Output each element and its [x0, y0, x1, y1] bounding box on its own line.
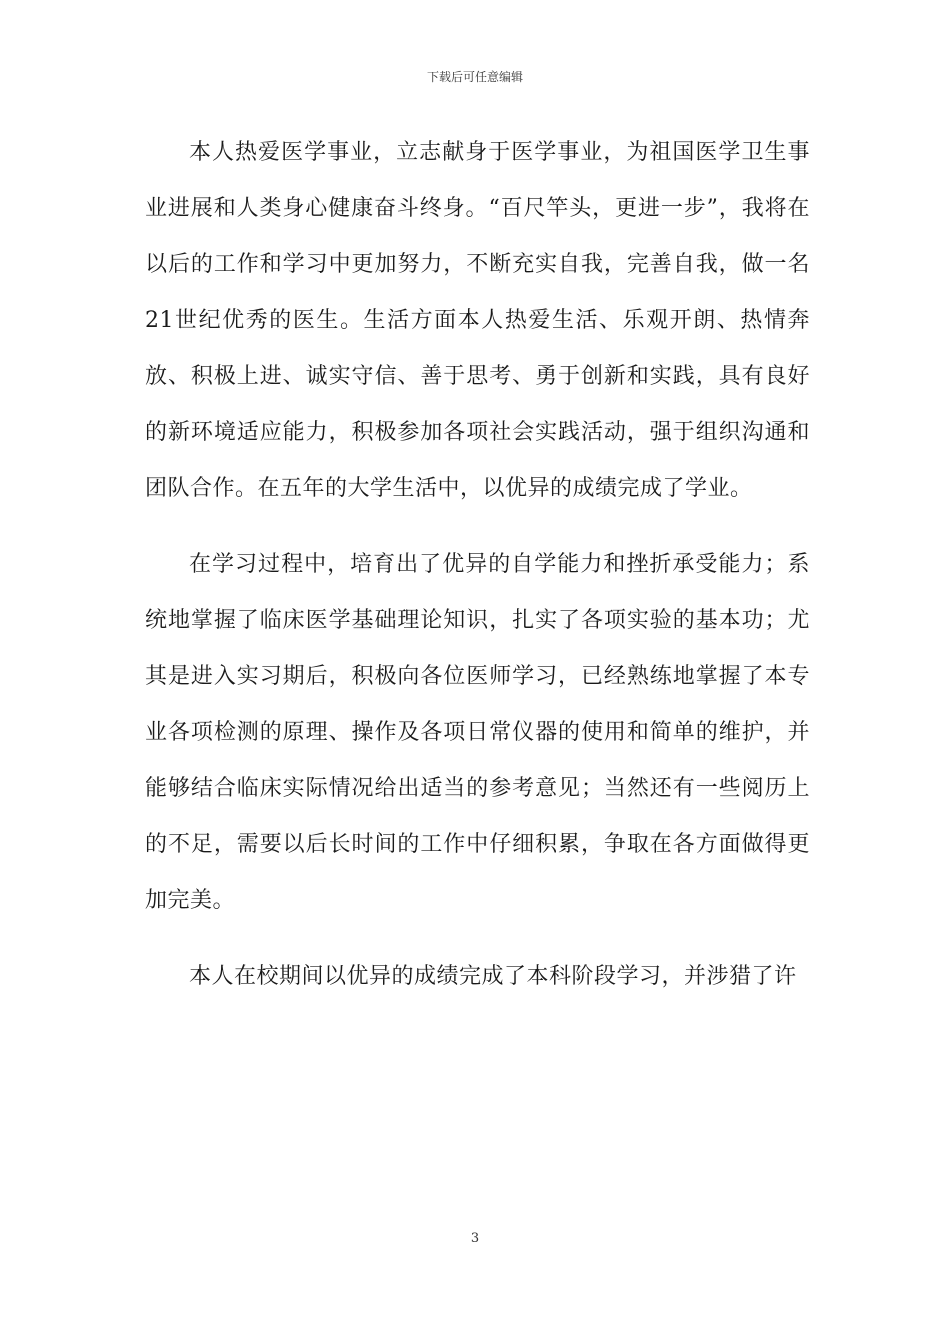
paragraph-3: 本人在校期间以优异的成绩完成了本科阶段学习，并涉猎了许 — [189, 964, 797, 989]
page-header: 下载后可任意编辑 — [426, 70, 523, 84]
paragraph-1: 本人热爱医学事业，立志献身于医学事业，为祖国医学卫生事业进展和人类身心健康奋斗终身。“百尺竿头，更进一步”，我将在以后的工作和学习中更加努力，不断充实自我，完善自我，做一名21世纪优秀的医生。生活方面本人热爱生活、乐观开朗、热情奔放、积极上进、诚实守信、善于思考、勇于创新和实践，具有良好的新环境适应能力，积极参加各项社会实践活动，强于组织沟通和团队合作。在五年的大学生活中，以优异的成绩完成了学业。 — [145, 140, 810, 501]
paragraph-2: 在学习过程中，培育出了优异的自学能力和挫折承受能力；系统地掌握了临床医学基础理论知识，扎实了各项实验的基本功；尤其是进入实习期后，积极向各位医师学习，已经熟练地掌握了本专业各项检测的原理、操作及各项日常仪器的使用和简单的维护，并能够结合临床实际情况给出适当的参考意见；当然还有一些阅历上的不足，需要以后长时间的工作中仔细积累，争取在各方面做得更加完美。 — [145, 552, 810, 913]
page-number: 3 — [470, 1231, 480, 1246]
document-body — [145, 125, 810, 1005]
